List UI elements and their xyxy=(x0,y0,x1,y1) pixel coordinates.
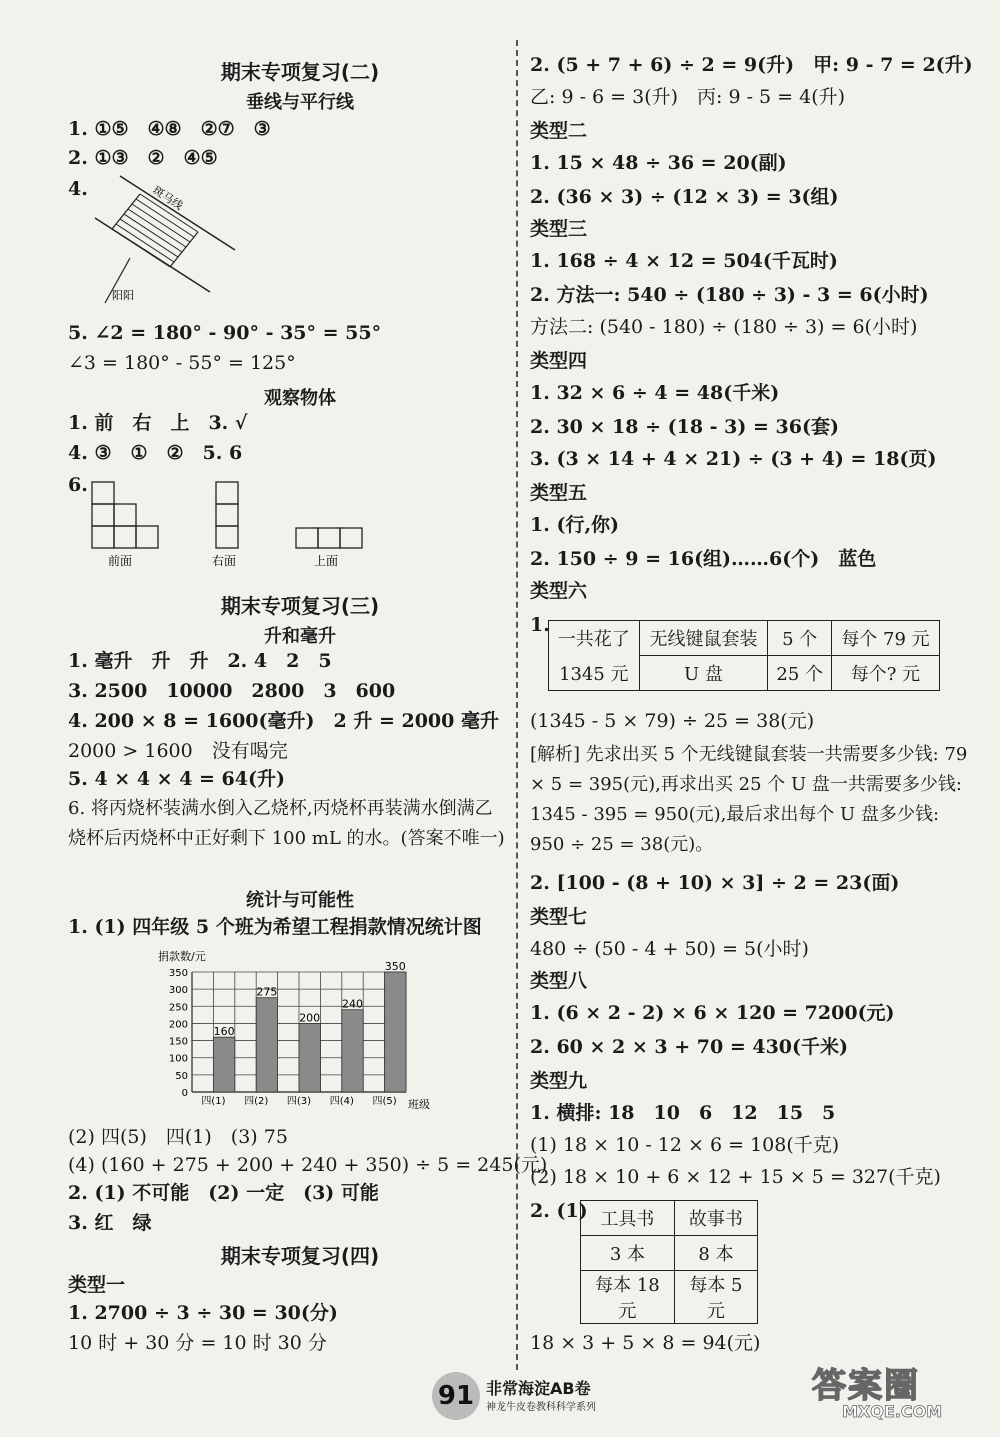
answer-line: 1. 前 右 上 3. √ xyxy=(68,412,248,434)
answer-line: ∠3 = 180° - 55° = 125° xyxy=(68,352,296,374)
y-tick-label: 100 xyxy=(168,1053,188,1065)
x-axis-label: 班级 xyxy=(408,1098,430,1111)
bar-value-label: 275 xyxy=(256,985,278,999)
bar xyxy=(256,998,277,1092)
answer-line: 1. ①⑤ ④⑧ ②⑦ ③ xyxy=(68,118,271,140)
bar-value-label: 160 xyxy=(213,1025,235,1039)
crosswalk-figure xyxy=(90,168,250,308)
answer-line: 18 × 3 + 5 × 8 = 94(元) xyxy=(530,1332,761,1354)
type-heading: 类型三 xyxy=(530,218,588,240)
table-cell: 每本 5 元 xyxy=(674,1271,757,1324)
bar-value-label: 350 xyxy=(384,960,406,973)
type-heading: 类型六 xyxy=(530,580,588,602)
type-heading: 类型九 xyxy=(530,1070,588,1092)
y-tick-label: 350 xyxy=(168,968,188,979)
x-category-label: 四(3) xyxy=(286,1096,312,1107)
page-number: 91 xyxy=(432,1372,480,1420)
answer-line: 2. [100 - (8 + 10) × 3] ÷ 2 = 23(面) xyxy=(530,872,900,894)
answer-line: 3. 2500 10000 2800 3 600 xyxy=(68,680,396,702)
answer-line: 1. 毫升 升 升 2. 4 2 5 xyxy=(68,650,332,672)
three-views-figure xyxy=(88,478,368,570)
x-category-label: 四(2) xyxy=(244,1096,269,1107)
front-view xyxy=(92,482,158,548)
answer-line: 2. (5 + 7 + 6) ÷ 2 = 9(升) 甲: 9 - 7 = 2(升) xyxy=(530,54,973,76)
answer-line: 方法二: (540 - 180) ÷ (180 ÷ 3) = 6(小时) xyxy=(530,316,918,338)
section-heading-3: 期末专项复习(三) xyxy=(220,594,380,618)
answer-line: 4. xyxy=(68,178,88,200)
right-view-label: 右面 xyxy=(212,554,237,568)
answer-line: 乙: 9 - 6 = 3(升) 丙: 9 - 5 = 4(升) xyxy=(530,86,846,108)
bar xyxy=(299,1023,320,1092)
bar xyxy=(213,1037,234,1092)
answer-line: 1. (行,你) xyxy=(530,514,620,536)
table-cell: 5 个 xyxy=(768,621,832,656)
answer-line: 1. 15 × 48 ÷ 36 = 20(副) xyxy=(530,152,787,174)
person-label: 阳阳 xyxy=(112,289,134,302)
subheading-statistics: 统计与可能性 xyxy=(246,890,354,911)
answer-line: 1. 168 ÷ 4 × 12 = 504(千瓦时) xyxy=(530,250,838,272)
answer-line: 6. xyxy=(68,474,88,496)
table-header-cell: 故事书 xyxy=(674,1201,757,1236)
y-axis-label: 捐款数/元 xyxy=(158,950,206,963)
table-header-cell: 工具书 xyxy=(581,1201,675,1236)
answer-line: 1. 32 × 6 ÷ 4 = 48(千米) xyxy=(530,382,780,404)
table-cell: 3 本 xyxy=(581,1236,675,1271)
section-heading-2: 期末专项复习(二) xyxy=(220,60,380,84)
x-category-label: 四(4) xyxy=(329,1096,354,1107)
subheading-perpendicular: 垂线与平行线 xyxy=(246,92,354,113)
subheading-volume: 升和毫升 xyxy=(264,626,336,647)
y-tick-label: 250 xyxy=(168,1002,188,1014)
front-view-label: 前面 xyxy=(108,554,133,568)
y-tick-label: 200 xyxy=(168,1019,188,1031)
answer-line: (1) 18 × 10 - 12 × 6 = 108(千克) xyxy=(530,1134,840,1156)
answer-line: 2. ①③ ② ④⑤ xyxy=(68,147,218,169)
answer-line: 2. (1) 不可能 (2) 一定 (3) 可能 xyxy=(68,1182,379,1204)
type-heading: 类型五 xyxy=(530,482,588,504)
bar-value-label: 240 xyxy=(342,997,363,1011)
answer-line: 5. 4 × 4 × 4 = 64(升) xyxy=(68,768,285,790)
crosswalk-label: 斑马线 xyxy=(150,183,186,213)
analysis-paragraph: [解析] 先求出买 5 个无线键鼠套装一共需要多少钱: 79 × 5 = 395(元),再求出买 25 个 U 盘一共需要多少钱: 1345 - 395 = 950(元),最后求出每个 U 盘多少钱: 950 ÷ 25 = 38(元)。 xyxy=(530,744,968,855)
books-table xyxy=(580,1200,758,1324)
answer-paragraph: 6. 将丙烧杯装满水倒入乙烧杯,丙烧杯再装满水倒满乙烧杯后丙烧杯中正好剩下 100 mL 的水。(答案不唯一) xyxy=(68,798,505,849)
answer-line: 2. 30 × 18 ÷ (18 - 3) = 36(套) xyxy=(530,416,839,438)
answer-line: (4) (160 + 275 + 200 + 240 + 350) ÷ 5 = 245(元) xyxy=(68,1154,548,1176)
watermark-text: 答案圈 xyxy=(812,1366,920,1406)
type-heading: 类型二 xyxy=(530,120,588,142)
answer-line: 1. 2700 ÷ 3 ÷ 30 = 30(分) xyxy=(68,1302,338,1324)
answer-line: 3. 红 绿 xyxy=(68,1212,152,1234)
answer-line: 10 时 + 30 分 = 10 时 30 分 xyxy=(68,1332,327,1354)
x-categories xyxy=(201,1095,396,1107)
table-cell: 无线键鼠套装 xyxy=(639,621,768,656)
table-number: 2. (1) xyxy=(530,1200,588,1222)
answer-line: 4. 200 × 8 = 1600(毫升) 2 升 = 2000 毫升 xyxy=(68,710,499,732)
purchase-table xyxy=(548,620,940,691)
table-cell: 每个? 元 xyxy=(831,656,939,691)
type-heading: 类型一 xyxy=(68,1274,126,1296)
y-tick-label: 50 xyxy=(175,1070,188,1082)
answer-line: 2. (36 × 3) ÷ (12 × 3) = 3(组) xyxy=(530,186,839,208)
type-heading: 类型四 xyxy=(530,350,588,372)
answer-line: (2) 四(5) 四(1) (3) 75 xyxy=(68,1126,288,1148)
answer-line: 480 ÷ (50 - 4 + 50) = 5(小时) xyxy=(530,938,809,960)
y-tick-label: 150 xyxy=(168,1036,188,1048)
table-cell: U 盘 xyxy=(639,656,768,691)
subheading-observe: 观察物体 xyxy=(264,388,336,409)
table-cell: 一共花了 xyxy=(549,621,640,656)
y-tick-label: 300 xyxy=(168,985,188,997)
type-heading: 类型八 xyxy=(530,970,588,992)
type-heading: 类型七 xyxy=(530,906,588,928)
section-heading-4: 期末专项复习(四) xyxy=(220,1244,380,1268)
top-view-label: 上面 xyxy=(314,554,339,568)
donation-bar-chart xyxy=(150,946,440,1112)
answer-line: 4. ③ ① ② 5. 6 xyxy=(68,442,243,464)
top-view xyxy=(296,528,362,548)
x-category-label: 四(5) xyxy=(372,1096,397,1107)
answer-line: 2. 方法一: 540 ÷ (180 ÷ 3) - 3 = 6(小时) xyxy=(530,284,929,306)
book-title: 非常海淀AB卷 xyxy=(486,1379,591,1398)
bar xyxy=(385,972,406,1092)
road-edge-line xyxy=(120,176,235,250)
answer-line: 2. 60 × 2 × 3 + 70 = 430(千米) xyxy=(530,1036,849,1058)
watermark-logo xyxy=(812,1358,982,1428)
table-cell: 1345 元 xyxy=(549,656,640,691)
table-cell: 25 个 xyxy=(768,656,832,691)
answer-line: 5. ∠2 = 180° - 90° - 35° = 55° xyxy=(68,322,382,344)
x-category-label: 四(1) xyxy=(201,1096,226,1107)
table-cell: 每本 18 元 xyxy=(581,1271,675,1324)
bars xyxy=(213,960,406,1092)
answer-line: 1. 横排: 18 10 6 12 15 5 xyxy=(530,1102,836,1124)
y-ticks xyxy=(169,968,188,1099)
book-series: 神龙牛皮卷教科科学系列 xyxy=(486,1402,596,1413)
answer-line: 1. (6 × 2 - 2) × 6 × 120 = 7200(元) xyxy=(530,1002,895,1024)
answer-line: (1345 - 5 × 79) ÷ 25 = 38(元) xyxy=(530,710,815,732)
answer-line: 1. (1) 四年级 5 个班为希望工程捐款情况统计图 xyxy=(68,916,482,938)
y-tick-label: 0 xyxy=(181,1088,188,1099)
answer-line: (2) 18 × 10 + 6 × 12 + 15 × 5 = 327(千克) xyxy=(530,1166,941,1188)
bar-value-label: 200 xyxy=(299,1011,321,1025)
table-cell: 8 本 xyxy=(674,1236,757,1271)
table-cell: 每个 79 元 xyxy=(831,621,939,656)
answer-line: 2. 150 ÷ 9 = 16(组)……6(个) 蓝色 xyxy=(530,548,877,570)
answer-line: 3. (3 × 14 + 4 × 21) ÷ (3 + 4) = 18(页) xyxy=(530,448,937,470)
bar xyxy=(342,1010,363,1092)
watermark-url: MXQE.COM xyxy=(842,1402,943,1421)
table-number: 1. xyxy=(530,614,550,636)
answer-line: 2000 > 1600 没有喝完 xyxy=(68,740,288,762)
right-view xyxy=(216,482,238,548)
